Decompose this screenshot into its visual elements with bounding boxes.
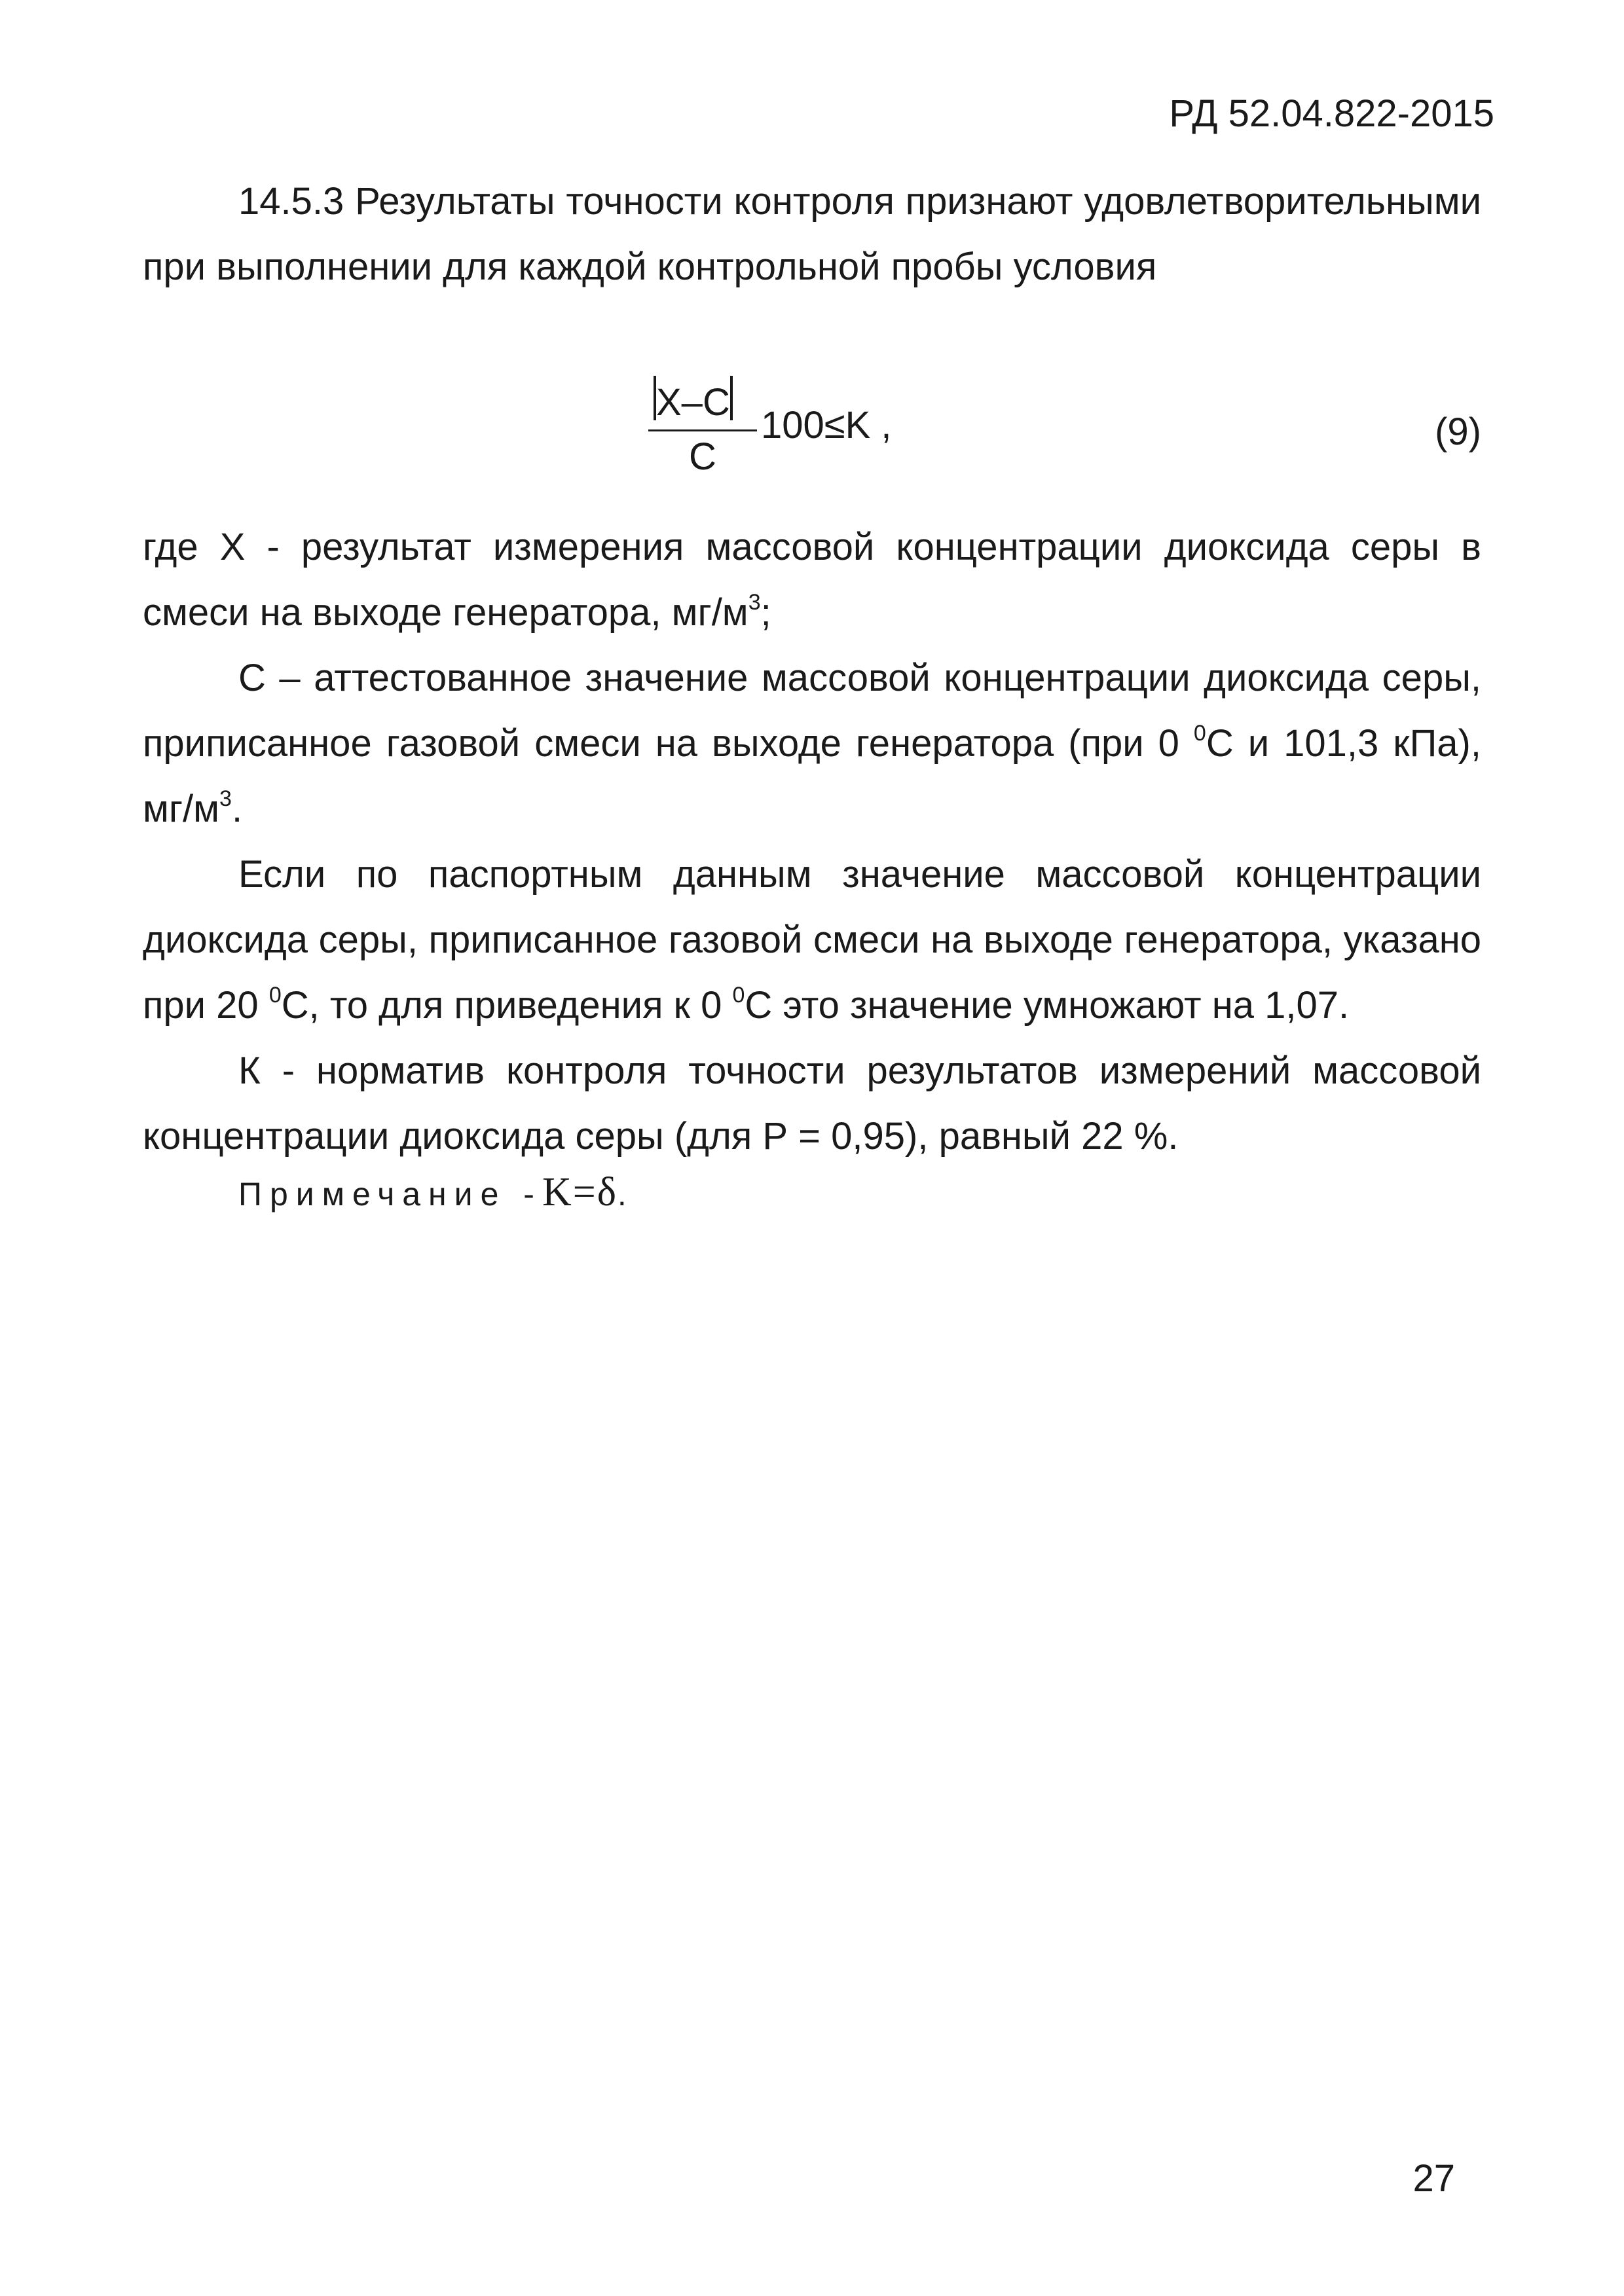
definition-x-end: ; (760, 591, 771, 634)
definition-x-text: где X - результат измерения массовой концентрации диоксида серы в смеси на выходе генератора, мг/м (143, 526, 1481, 634)
section-paragraph (143, 169, 1481, 300)
section-text: Результаты точности контроля признают удовлетворительными при выполнении для каждой контрольной пробы условия (143, 180, 1481, 288)
numerator-text: X–C (656, 381, 730, 424)
superscript: 3 (219, 786, 232, 811)
section-number: 14.5.3 (238, 180, 344, 223)
definition-k: К - норматив контроля точности результатов измерений массовой концентрации диоксида серы (для Р = 0,95), равный 22 %. (143, 1049, 1481, 1157)
note (238, 1169, 635, 1216)
note-label: Примечание - (238, 1176, 542, 1212)
passport-text-2: С, то для приведения к 0 (281, 984, 733, 1027)
fraction (648, 367, 757, 498)
passport-paragraph (143, 842, 1481, 1038)
superscript: 0 (1193, 720, 1206, 746)
page-number: 27 (1412, 2157, 1455, 2200)
formula-tail: 100≤K , (761, 404, 892, 446)
equation-number: (9) (1435, 410, 1481, 453)
note-formula: K=δ (542, 1170, 618, 1214)
passport-text-3: С это значение умножают на 1,07. (745, 984, 1350, 1027)
note-end: . (617, 1176, 635, 1212)
fraction-denominator: C (689, 435, 716, 478)
definition-x (143, 515, 1481, 646)
superscript: 3 (748, 589, 761, 615)
document-code: РД 52.04.822-2015 (1169, 92, 1494, 135)
superscript: 0 (732, 982, 745, 1008)
definition-c-text-1: С – аттестованное значение массовой концентрации диоксида серы, приписанное газовой смеси на выходе генератора (при 0 (143, 657, 1481, 765)
formula-9 (648, 367, 976, 498)
definition-c-end: . (231, 788, 243, 830)
fraction-numerator (654, 376, 733, 424)
abs-bar-right (730, 376, 733, 420)
definition-c-text-2: С и 101,3 кПа), мг/м (143, 722, 1481, 830)
superscript: 0 (268, 982, 282, 1008)
passport-text-1: Если по паспортным данным значение массовой концентрации диоксида серы, приписанное газовой смеси на выходе генератора, указано при 20 (143, 853, 1481, 1027)
definition-c (143, 646, 1481, 842)
fraction-line (648, 429, 757, 431)
